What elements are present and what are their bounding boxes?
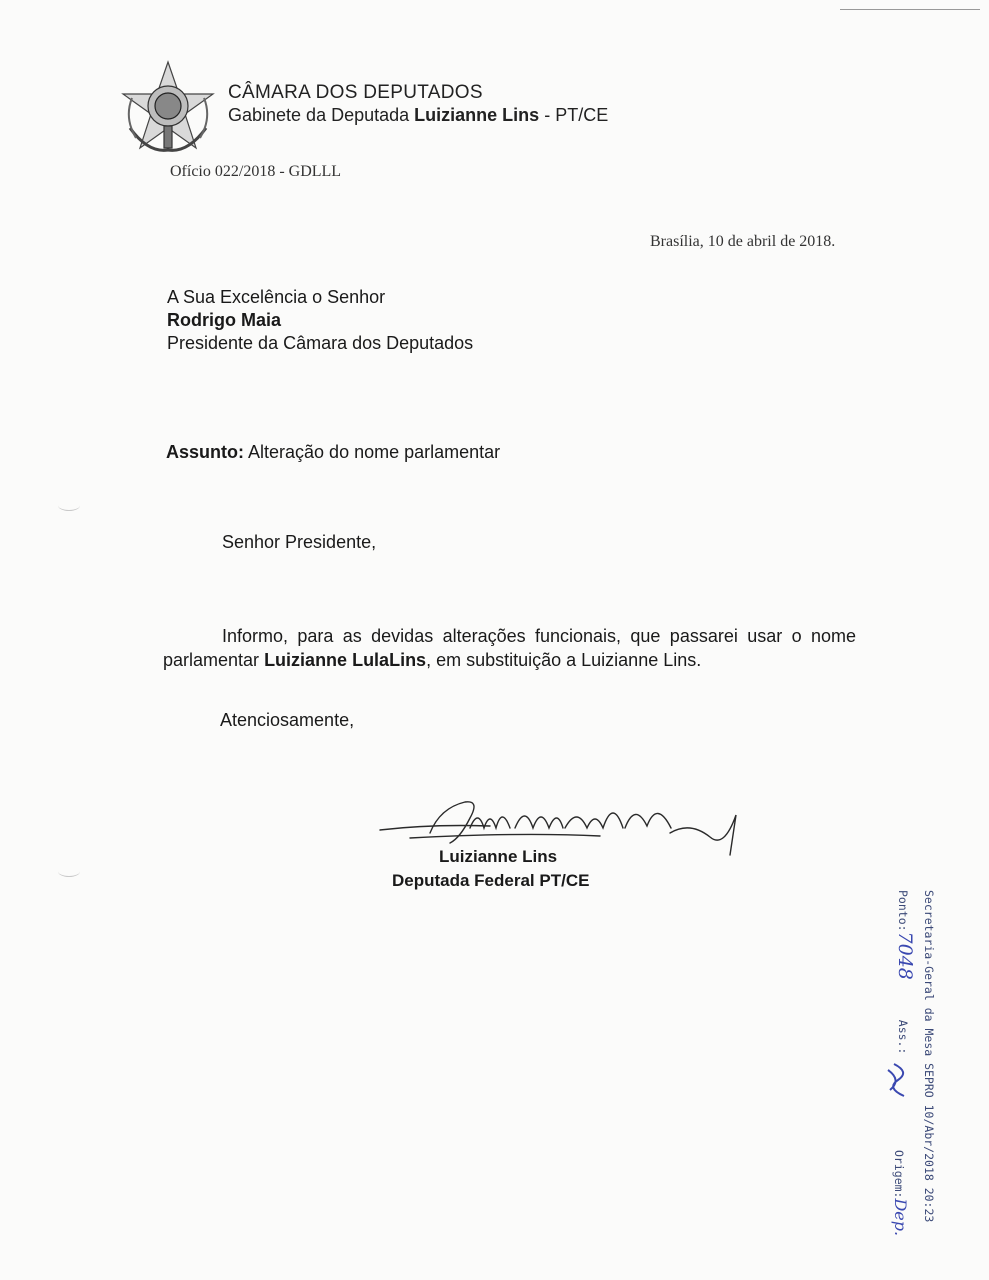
subject-text: Alteração do nome parlamentar	[248, 442, 501, 462]
document-reference: Ofício 022/2018 - GDLLL	[170, 163, 342, 180]
body-paragraph	[163, 624, 856, 672]
top-rule	[840, 9, 980, 10]
receipt-stamp	[880, 890, 940, 1260]
office-line	[228, 105, 608, 126]
punch-hole-mark	[58, 866, 80, 877]
subject-line	[166, 442, 500, 463]
subject-label: Assunto:	[166, 442, 244, 462]
stamp-origem-value: Dep.	[891, 1198, 910, 1237]
addressee-title: Presidente da Câmara dos Deputados	[167, 333, 474, 353]
stamp-ponto-value: 7048	[894, 931, 916, 980]
stamp-origem-label: Origem:	[892, 1150, 906, 1199]
body-part2: , em substituição a Luizianne Lins.	[426, 650, 702, 670]
stamp-origem-line	[891, 1150, 910, 1236]
date-line: Brasília, 10 de abril de 2018.	[650, 233, 836, 250]
stamp-ponto-line	[894, 890, 916, 1054]
closing: Atenciosamente,	[220, 710, 355, 730]
addressee-salutation: A Sua Excelência o Senhor	[167, 287, 386, 307]
signatory-name: Luizianne Lins	[439, 847, 558, 866]
brazil-coat-of-arms-icon	[118, 58, 218, 158]
office-suffix: - PT/CE	[544, 105, 609, 125]
body-part1: Informo, para as devidas alterações funcionais, que passarei usar o nome parlamentar	[163, 626, 856, 670]
signatory-role: Deputada Federal PT/CE	[392, 871, 590, 890]
office-prefix: Gabinete da Deputada	[228, 105, 410, 125]
punch-hole-mark	[58, 500, 80, 511]
stamp-secretaria-line: Secretaria-Geral da Mesa SEPRO 10/Abr/2018 20:23	[922, 890, 936, 1223]
greeting: Senhor Presidente,	[222, 532, 377, 552]
stamp-ass-label: Ass.:	[896, 1019, 910, 1055]
institution-name: CÂMARA DOS DEPUTADOS	[228, 82, 483, 103]
new-parliamentary-name: Luizianne LulaLins	[264, 650, 427, 670]
addressee-name: Rodrigo Maia	[167, 310, 282, 330]
handwritten-signature-icon	[370, 788, 760, 868]
stamp-initials-icon	[882, 1060, 912, 1100]
office-name: Luizianne Lins	[414, 105, 540, 125]
stamp-ponto-label: Ponto:	[896, 890, 910, 932]
